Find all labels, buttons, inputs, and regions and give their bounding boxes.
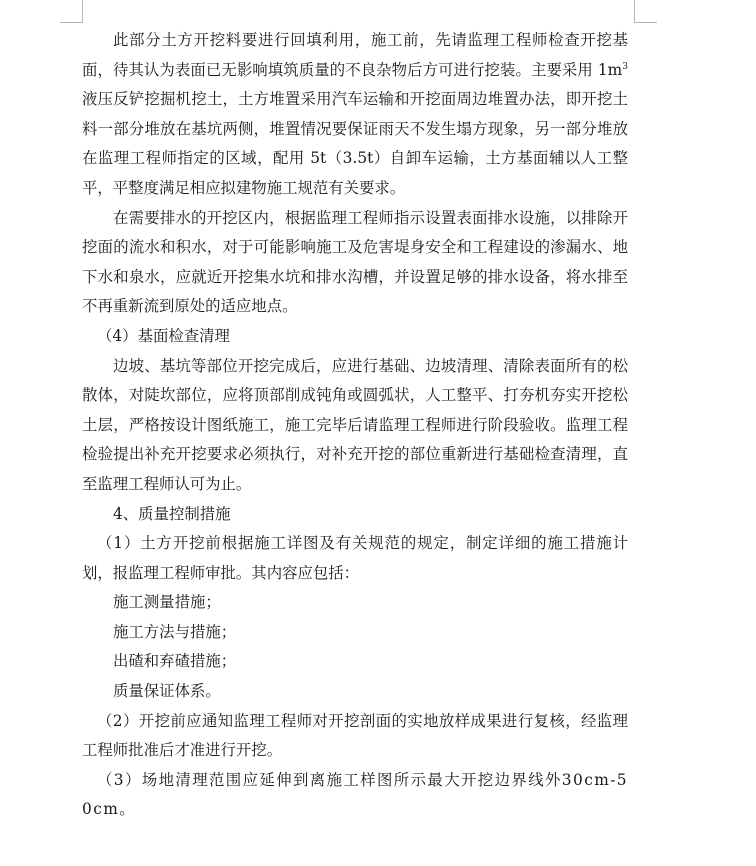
paragraph-excavation-backfill-part2: 液压反铲挖掘机挖土，土方堆置采用汽车运输和开挖面周边堆置办法，即开挖土料一部分堆放在基坑两侧，堆置情况要保证雨天不发生塌方现象，另一部分堆放在监理工程师指定的区域，配用 5t（3.5t）自卸车运输，土方基面辅以人工整平，平整度满足相应拟建物施工规范有关要求。 xyxy=(82,90,628,197)
document-body xyxy=(82,26,628,825)
paragraph-drainage: 在需要排水的开挖区内，根据监理工程师指示设置表面排水设施，以排除开挖面的流水和积水，对于可能影响施工及危害堤身安全和工程建设的渗漏水、地下水和泉水，应就近开挖集水坑和排水沟槽，并设置足够的排水设备，将水排至不再重新流到原处的适应地点。 xyxy=(82,208,628,316)
list-item: 出碴和弃碴措施； xyxy=(113,652,237,671)
list-item: 质量保证体系。 xyxy=(113,682,221,701)
heading-quality-control: 4、质量控制措施 xyxy=(113,504,231,523)
paragraph-excavation-backfill-part1: 此部分土方开挖料要进行回填利用，施工前，先请监理工程师检查开挖基面，待其认为表面已无影响填筑质量的不良杂物后方可进行挖装。主要采用 1m xyxy=(82,31,628,79)
crop-mark-top-right xyxy=(634,0,657,23)
paragraph-site-clearing: （3）场地清理范围应延伸到离施工样图所示最大开挖边界线外30cm-50cm。 xyxy=(82,770,628,819)
paragraph-excavation-backfill xyxy=(82,26,628,204)
paragraph-slope-cleanup: 边坡、基坑等部位开挖完成后，应进行基础、边坡清理、清除表面所有的松散体，对陡坎部位，应将顶部削成钝角或圆弧状，人工整平、打夯机夯实开挖松土层，严格按设计图纸施工，施工完毕后请监理工程师进行阶段验收。监理工程检验提出补充开挖要求必须执行，对补充开挖的部位重新进行基础检查清理，直至监理工程师认可为止。 xyxy=(82,356,628,493)
list-item: 施工测量措施； xyxy=(113,593,221,612)
crop-mark-top-left xyxy=(60,0,83,23)
paragraph-construction-plan: （1）土方开挖前根据施工详图及有关规范的规定，制定详细的施工措施计划，报监理工程师审批。其内容应包括： xyxy=(82,534,628,582)
paragraph-stakeout-review: （2）开挖前应通知监理工程师对开挖剖面的实地放样成果进行复核，经监理工程师批准后才准进行开挖。 xyxy=(82,711,628,760)
cubic-superscript: 3 xyxy=(622,61,628,72)
heading-foundation-inspection: （4）基面检查清理 xyxy=(97,326,230,345)
list-item: 施工方法与措施； xyxy=(113,622,237,641)
